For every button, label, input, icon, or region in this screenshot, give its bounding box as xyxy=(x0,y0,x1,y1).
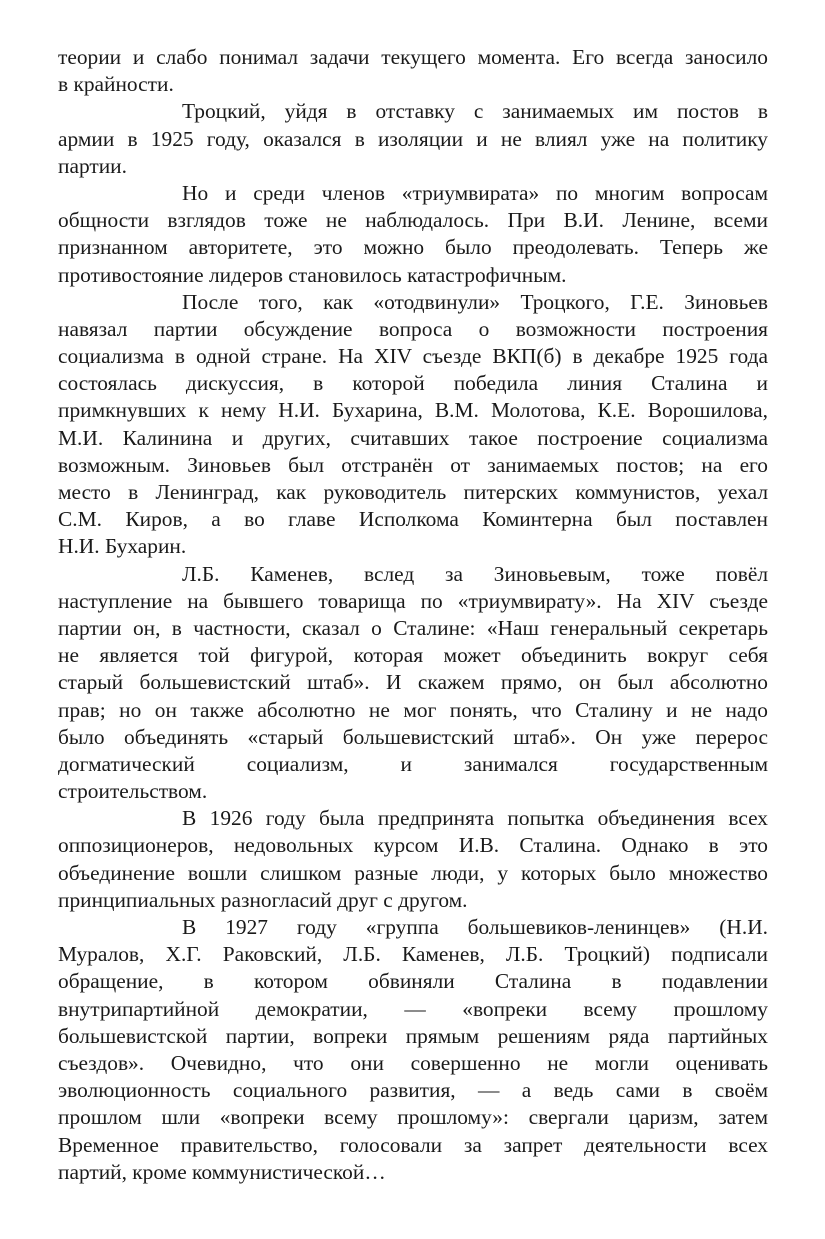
paragraph xyxy=(58,180,768,289)
text-line: большевистской партии, вопреки прямым решениям ряда партийных xyxy=(58,1023,768,1048)
text-line: партии. xyxy=(58,153,127,178)
text-line: оппозиционеров, недовольных курсом И.В. Сталина. Однако в это xyxy=(58,833,768,858)
text-line: После того, как «отодвинули» Троцкого, Г.Е. Зиновьев xyxy=(182,289,768,314)
text-line: Троцкий, уйдя в отставку с занимаемых им постов в xyxy=(182,99,768,124)
text-line: строительством. xyxy=(58,779,208,804)
text-line: Муралов, Х.Г. Раковский, Л.Б. Каменев, Л.Б. Троцкий) подписали xyxy=(58,942,768,967)
text-line: не является той фигурой, которая может объединить вокруг себя xyxy=(58,643,768,668)
text-line: догматический социализм, и занимался государственным xyxy=(58,751,768,776)
text-line: в крайности. xyxy=(58,72,174,97)
text-line: было объединять «старый большевистский штаб». Он уже перерос xyxy=(58,724,768,749)
text-line: противостояние лидеров становилось катастрофичным. xyxy=(58,262,567,287)
text-line: обращение, в котором обвиняли Сталина в подавлении xyxy=(58,969,768,994)
text-line: принципиальных разногласий друг с другом. xyxy=(58,887,468,912)
paragraph xyxy=(58,289,768,561)
text-line: В 1926 году была предпринята попытка объединения всех xyxy=(182,806,768,831)
text-line: С.М. Киров, а во главе Исполкома Коминтерна был поставлен xyxy=(58,507,768,532)
paragraph xyxy=(58,805,768,914)
paragraph xyxy=(58,914,768,1186)
text-line: признанном авторитете, это можно было преодолевать. Теперь же xyxy=(58,235,768,260)
text-line: эволюционность социального развития, — а ведь сами в своём xyxy=(58,1078,768,1103)
text-line: Но и среди членов «триумвирата» по многим вопросам xyxy=(182,180,768,205)
text-line: партии он, в частности, сказал о Сталине: «Наш генеральный секретарь xyxy=(58,615,768,640)
text-line: навязал партии обсуждение вопроса о возможности построения xyxy=(58,316,768,341)
paragraph xyxy=(58,98,768,180)
text-line: старый большевистский штаб». И скажем прямо, он был абсолютно xyxy=(58,670,768,695)
text-line: место в Ленинград, как руководитель питерских коммунистов, уехал xyxy=(58,480,768,504)
text-line: съездов». Очевидно, что они совершенно не могли оценивать xyxy=(58,1050,768,1075)
text-line: Временное правительство, голосовали за запрет деятельности всех xyxy=(58,1132,768,1157)
text-line: Н.И. Бухарин. xyxy=(58,534,187,559)
text-line: примкнувших к нему Н.И. Бухарина, В.М. Молотова, К.Е. Ворошилова, xyxy=(58,398,768,423)
text-line: социализма в одной стране. На XIV съезде ВКП(б) в декабре 1925 года xyxy=(58,344,768,369)
text-line: прав; но он также абсолютно не мог понять, что Сталину и не надо xyxy=(58,697,768,722)
text-line: возможным. Зиновьев был отстранён от занимаемых постов; на его xyxy=(58,452,768,477)
text-line: М.И. Калинина и других, считавших такое построение социализма xyxy=(58,425,768,450)
text-line: наступление на бывшего товарища по «триумвирату». На XIV съезде xyxy=(58,588,768,613)
paragraph xyxy=(58,44,768,98)
text-line: внутрипартийной демократии, — «вопреки всему прошлому xyxy=(58,996,768,1021)
document-page xyxy=(58,44,768,1186)
text-line: партий, кроме коммунистической… xyxy=(58,1159,386,1184)
text-line: прошлом шли «вопреки всему прошлому»: свергали царизм, затем xyxy=(58,1105,768,1130)
text-line: общности взглядов тоже не наблюдалось. При В.И. Ленине, всеми xyxy=(58,208,768,233)
paragraph xyxy=(58,561,768,806)
text-line: объединение вошли слишком разные люди, у которых было множество xyxy=(58,860,768,885)
text-line: теории и слабо понимал задачи текущего момента. Его всегда заносило xyxy=(58,45,768,69)
text-line: Л.Б. Каменев, вслед за Зиновьевым, тоже повёл xyxy=(182,561,768,586)
text-line: армии в 1925 году, оказался в изоляции и не влиял уже на политику xyxy=(58,126,768,151)
text-line: В 1927 году «группа большевиков-ленинцев» (Н.И. xyxy=(182,915,768,939)
text-line: состоялась дискуссия, в которой победила линия Сталина и xyxy=(58,371,768,396)
